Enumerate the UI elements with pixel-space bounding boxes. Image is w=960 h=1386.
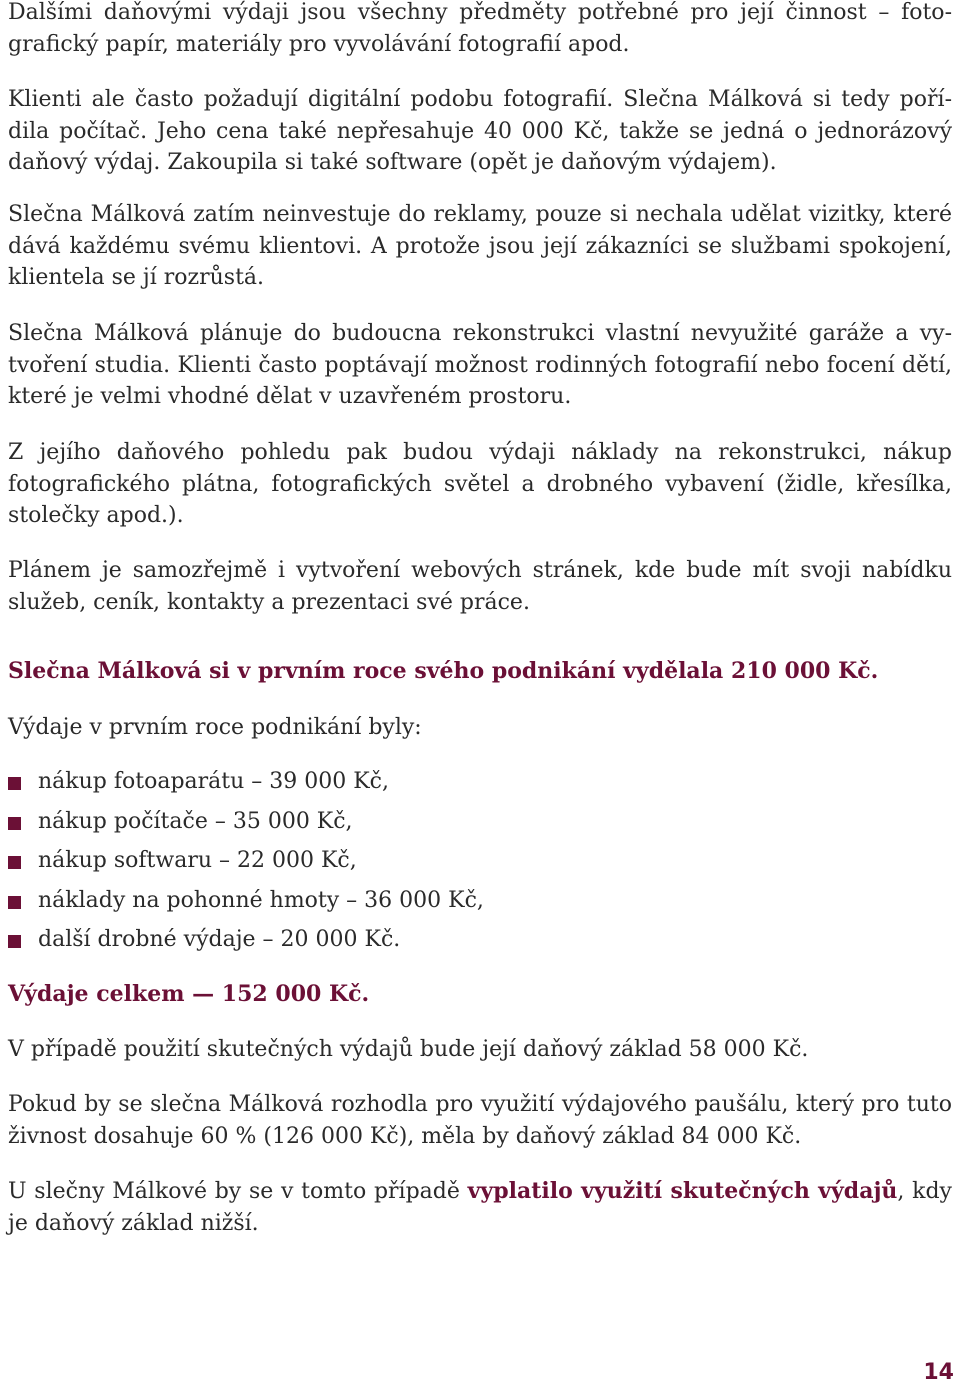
expenses-intro: Výdaje v prvním roce podnikání byly: [8, 715, 422, 740]
paragraph-advertising: Slečna Málková zatím neinvestuje do reklamy, pouze si nechala udělat vizitky, které dává každému svému klientovi. A protože jsou její zákazníci se službami spokojení, klientela se jí rozrůstá. [8, 202, 952, 290]
paragraph-flat-rate: Pokud by se slečna Málková rozhodla pro využití výdajového paušálu, který pro tuto živnost dosahuje 60 % (126 000 Kč), měla by daňový základ 84 000 Kč. [8, 1092, 952, 1149]
conclusion-highlight: vyplatilo využití skutečných výdajů [467, 1178, 898, 1204]
list-item [8, 845, 952, 885]
square-bullet-icon [8, 777, 21, 790]
page-number: 14 [923, 1360, 954, 1385]
conclusion-text-end: , kdy je daňový základ nižší. [8, 1179, 952, 1236]
square-bullet-icon [8, 856, 21, 869]
list-item [8, 806, 952, 846]
income-heading: Slečna Málková si v prvním roce svého podnikání vydělala 210 000 Kč. [8, 658, 879, 684]
square-bullet-icon [8, 896, 21, 909]
list-item-text: nákup počítače – 35 000 Kč, [38, 808, 353, 834]
list-item-text: nákup fotoaparátu – 39 000 Kč, [38, 769, 390, 794]
list-item [8, 885, 952, 925]
square-bullet-icon [8, 935, 21, 948]
paragraph-conclusion [8, 1176, 952, 1239]
paragraph-tax-expenses: Dalšími daňovými výdaji jsou všechny předměty potřebné pro její činnost – fotografický papír, materiály pro vyvolávání fotografií apod. [8, 0, 952, 57]
list-item-text: další drobné výdaje – 20 000 Kč. [38, 927, 401, 952]
list-item-text: nákup softwaru – 22 000 Kč, [38, 848, 357, 873]
paragraph-tax-view: Z jejího daňového pohledu pak budou výdaji náklady na rekonstrukci, nákup fotografického plátna, fotografických světel a drobného vybavení (židle, křesílka, stolečky apod.). [8, 440, 952, 528]
conclusion-text: U slečny Málkové by se v tomto případě [8, 1179, 468, 1204]
list-item [8, 766, 952, 806]
expenses-list [8, 766, 952, 964]
paragraph-website-plan: Plánem je samozřejmě i vytvoření webových stránek, kde bude mít svoji nabídku služeb, ceník, kontakty a prezentaci své práce. [8, 558, 952, 615]
square-bullet-icon [8, 817, 21, 830]
list-item [8, 924, 952, 964]
paragraph-studio-plans: Slečna Málková plánuje do budoucna rekonstrukci vlastní nevyužité garáže a vytvoření studia. Klienti často poptávají možnost rodinných fotografií nebo focení dětí, které je velmi vhodné dělat v uzavřeném prostoru. [8, 321, 952, 409]
list-item-text: náklady na pohonné hmoty – 36 000 Kč, [38, 887, 484, 913]
paragraph-digital-photos: Klienti ale často požadují digitální podobu fotografií. Slečna Málková si tedy pořídila počítač. Jeho cena také nepřesahuje 40 000 Kč, takže se jedná o jednorázový daňový výdaj. Zakoupila si také software (opět je daňovým výdajem). [8, 87, 952, 175]
paragraph-actual-expenses: V případě použití skutečných výdajů bude její daňový základ 58 000 Kč. [8, 1037, 809, 1062]
expenses-total: Výdaje celkem — 152 000 Kč. [8, 981, 370, 1007]
